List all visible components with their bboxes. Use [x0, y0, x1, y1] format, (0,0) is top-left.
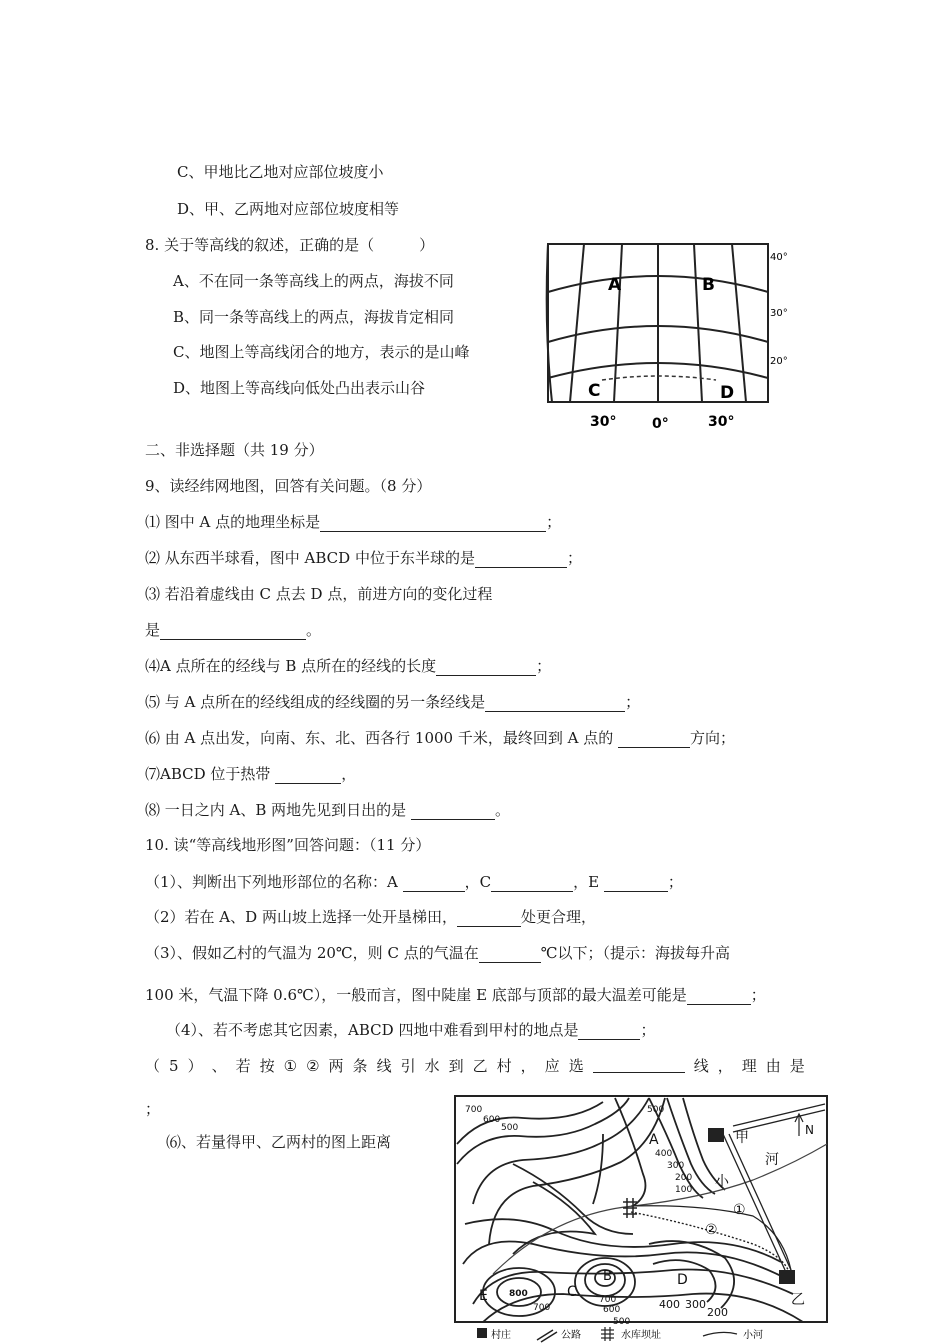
q9-part7: ⑺ABCD 位于热带 ， — [145, 765, 357, 783]
q9-part3b: 是 。 — [145, 621, 322, 639]
q9-stem: 9、读经纬网地图，回答有关问题。（8 分） — [145, 477, 432, 495]
q10-answer-3a[interactable] — [479, 946, 541, 963]
map-legend — [477, 1327, 763, 1342]
q10-answer-2[interactable] — [457, 910, 521, 927]
q10-stem: 10. 读“等高线地形图”回答问题：（11 分） — [145, 836, 431, 854]
point-b-label: B — [702, 275, 715, 295]
q9-part5: ⑸ 与 A 点所在的经线组成的经线圈的另一条经线是 ； — [145, 693, 641, 711]
legend-dam-icon — [601, 1327, 614, 1341]
q9-answer-1[interactable] — [320, 515, 546, 532]
elev-700-tl: 700 — [465, 1105, 483, 1115]
q9-answer-3[interactable] — [160, 623, 306, 640]
q10-answer-5[interactable] — [593, 1056, 685, 1073]
q10-part5-end: ； — [145, 1100, 161, 1118]
elev-500-b: 500 — [613, 1317, 631, 1327]
q10-part3a: （3）、假如乙村的气温为 20℃，则 C 点的气温在 ℃以下；（提示：海拔每升高 — [145, 944, 730, 962]
q9-part2: ⑵ 从东西半球看，图中 ABCD 中位于东半球的是 ； — [145, 549, 582, 567]
lon-30w-label: 30° — [590, 414, 617, 430]
q10-part5: （ 5 ） 、 若 按 ① ② 两 条 线 引 水 到 乙 村 ， 应 选 线 ， 理 由 是 — [145, 1057, 805, 1075]
q10-part4: （4）、若不考虑其它因素，ABCD 四地中难看到甲村的地点是 ； — [166, 1021, 656, 1039]
q9-answer-7[interactable] — [275, 767, 341, 784]
elev-700-e: 700 — [533, 1303, 551, 1313]
q9-answer-5[interactable] — [485, 695, 625, 712]
elev-700-b: 700 — [599, 1295, 617, 1305]
q7-option-c: C、甲地比乙地对应部位坡度小 — [177, 163, 384, 181]
elev-300-d: 300 — [685, 1298, 706, 1311]
lat-40-label: 40° — [770, 252, 788, 263]
lon-0-label: 0° — [652, 416, 669, 432]
elev-400-d: 400 — [659, 1298, 680, 1311]
elev-500-tr: 500 — [647, 1105, 665, 1115]
q9-part1: ⑴ 图中 A 点的地理坐标是 ； — [145, 513, 562, 531]
point-c-label: C — [588, 381, 601, 401]
elev-600-tl: 600 — [483, 1115, 501, 1125]
section2-title: 二、非选择题（共 19 分） — [145, 441, 324, 459]
place-b: B — [603, 1269, 612, 1284]
elev-400-a: 400 — [655, 1149, 673, 1159]
contour-map — [453, 1094, 829, 1344]
village-jia-marker — [708, 1128, 724, 1142]
q8-option-d: D、地图上等高线向低处凸出表示山谷 — [173, 379, 426, 397]
elev-600-b: 600 — [603, 1305, 621, 1315]
q8-option-b: B、同一条等高线上的两点，海拔肯定相同 — [173, 308, 455, 326]
legend-village-icon — [477, 1328, 487, 1338]
legend-river-label: 小河 — [743, 1330, 763, 1341]
graticule-map — [544, 238, 794, 434]
legend-village-label: 村庄 — [491, 1330, 511, 1341]
q9-answer-6[interactable] — [618, 731, 690, 748]
q10-answer-4[interactable] — [578, 1023, 640, 1040]
q10-answer-3b[interactable] — [687, 988, 751, 1005]
q9-part4: ⑷A 点所在的经线与 B 点所在的经线的长度 ； — [145, 657, 552, 675]
lat-20-label: 20° — [770, 356, 788, 367]
point-a-label: A — [608, 275, 622, 295]
elev-500-tl: 500 — [501, 1123, 519, 1133]
q7-option-d: D、甲、乙两地对应部位坡度相等 — [177, 200, 400, 218]
q8-option-c: C、地图上等高线闭合的地方，表示的是山峰 — [173, 343, 470, 361]
lon-30e-label: 30° — [708, 414, 735, 430]
q9-part3a: ⑶ 若沿着虚线由 C 点去 D 点，前进方向的变化过程 — [145, 585, 493, 603]
elev-300-a: 300 — [667, 1161, 685, 1171]
q10-answer-c[interactable] — [491, 875, 573, 892]
north-label: N — [805, 1123, 814, 1137]
legend-dam-label: 水库坝址 — [621, 1330, 661, 1341]
q10-part2: （2）若在 A、D 两山坡上选择一处开垦梯田， 处更合理， — [145, 908, 596, 926]
q10-answer-e[interactable] — [604, 875, 668, 892]
elev-800: 800 — [509, 1289, 528, 1299]
place-xiao: 小 — [715, 1174, 729, 1190]
waterline-2-label: ② — [705, 1222, 718, 1238]
elev-100-a: 100 — [675, 1185, 693, 1195]
q10-part3b: 100 米，气温下降 0.6℃），一般而言，图中陡崖 E 底部与顶部的最大温差可能是 ； — [145, 986, 766, 1004]
q8-option-a: A、不在同一条等高线上的两点，海拔不同 — [173, 272, 454, 290]
q9-answer-8[interactable] — [411, 803, 495, 820]
elev-200-a: 200 — [675, 1173, 693, 1183]
place-jia: 甲 — [735, 1130, 749, 1146]
legend-road-label: 公路 — [561, 1330, 581, 1341]
point-d-label: D — [720, 383, 735, 403]
legend-road-icon — [537, 1330, 557, 1342]
legend-river-icon — [703, 1332, 737, 1336]
q8-stem: 8. 关于等高线的叙述，正确的是（ ） — [145, 236, 435, 254]
place-he: 河 — [765, 1152, 779, 1168]
q9-answer-2[interactable] — [475, 551, 567, 568]
q10-part6: ⑹、若量得甲、乙两村的图上距离 — [166, 1133, 392, 1151]
q9-answer-4[interactable] — [436, 659, 536, 676]
village-yi-marker — [779, 1270, 795, 1284]
place-e: E — [479, 1288, 488, 1304]
place-d: D — [677, 1272, 688, 1288]
lat-30-label: 30° — [770, 308, 788, 319]
place-a: A — [649, 1132, 659, 1148]
q10-part1: （1）、判断出下列地形部位的名称：A ，C ，E ； — [145, 873, 683, 891]
q9-part6: ⑹ 由 A 点出发，向南、东、北、西各行 1000 千米，最终回到 A 点的 方向； — [145, 729, 736, 747]
place-yi: 乙 — [791, 1292, 805, 1308]
q10-answer-a[interactable] — [403, 875, 465, 892]
waterline-1-label: ① — [733, 1202, 746, 1218]
place-c: C — [567, 1284, 577, 1300]
elev-200-d: 200 — [707, 1306, 728, 1319]
q9-part8: ⑻ 一日之内 A、B 两地先见到日出的是 。 — [145, 801, 510, 819]
